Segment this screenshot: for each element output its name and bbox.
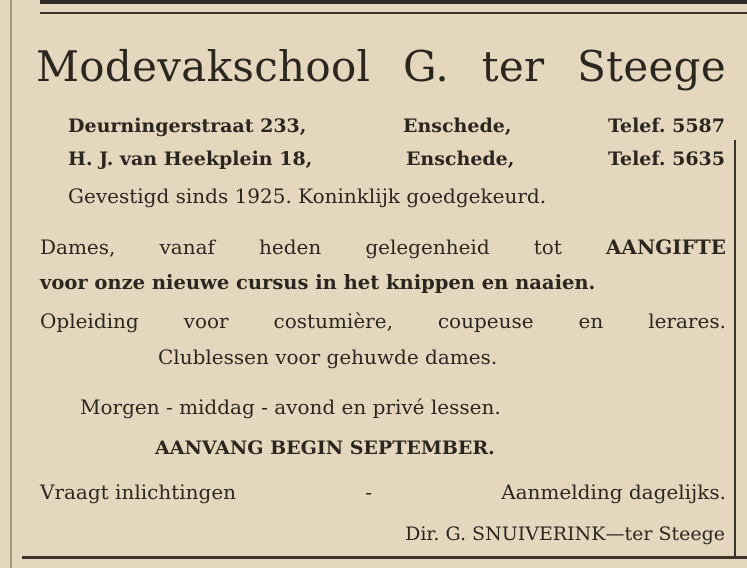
address-city: Enschede, — [405, 148, 515, 170]
info-text: Aanmelding dagelijks. — [501, 480, 726, 504]
title-word: ter — [481, 42, 545, 91]
club-lessons-line: Clublessen voor gehuwde dames. — [158, 345, 498, 369]
training-word: voor — [183, 309, 229, 333]
training-word: costumière, — [273, 309, 393, 333]
course-line: voor onze nieuwe cursus in het knippen en naaien. — [40, 271, 596, 294]
title-word: Modevakschool — [36, 42, 371, 91]
training-word: Opleiding — [40, 309, 139, 333]
address-phone: Telef. 5587 — [608, 115, 725, 137]
intro-word: Dames, — [40, 235, 116, 259]
training-word: en — [578, 309, 604, 333]
intro-word-emphasis: AANGIFTE — [605, 235, 726, 259]
intro-word: vanaf — [159, 235, 215, 259]
schedule-line: Morgen - middag - avond en privé lessen. — [80, 395, 501, 419]
info-line — [40, 477, 726, 507]
address-phone: Telef. 5635 — [608, 148, 725, 170]
address-line-1 — [68, 112, 725, 140]
title-word: Steege — [577, 42, 726, 91]
title-word: G. — [402, 42, 449, 91]
address-street: Deurningerstraat 233, — [68, 115, 307, 137]
director-signature: Dir. G. SNUIVERINK—ter Steege — [405, 523, 725, 545]
intro-word: gelegenheid — [365, 235, 490, 259]
address-city: Enschede, — [402, 115, 512, 137]
address-street: H. J. van Heekplein 18, — [68, 148, 313, 170]
intro-line — [40, 232, 726, 262]
established-line: Gevestigd sinds 1925. Koninklijk goedgekeurd. — [68, 184, 547, 208]
school-title — [36, 40, 726, 94]
info-text: Vraagt inlichtingen — [40, 480, 237, 504]
info-dash: - — [365, 480, 372, 504]
address-line-2 — [68, 145, 725, 173]
training-line — [40, 306, 726, 336]
training-word: coupeuse — [437, 309, 534, 333]
intro-word: heden — [258, 235, 322, 259]
intro-word: tot — [533, 235, 562, 259]
training-word: lerares. — [648, 309, 726, 333]
start-line: AANVANG BEGIN SEPTEMBER. — [155, 437, 495, 459]
